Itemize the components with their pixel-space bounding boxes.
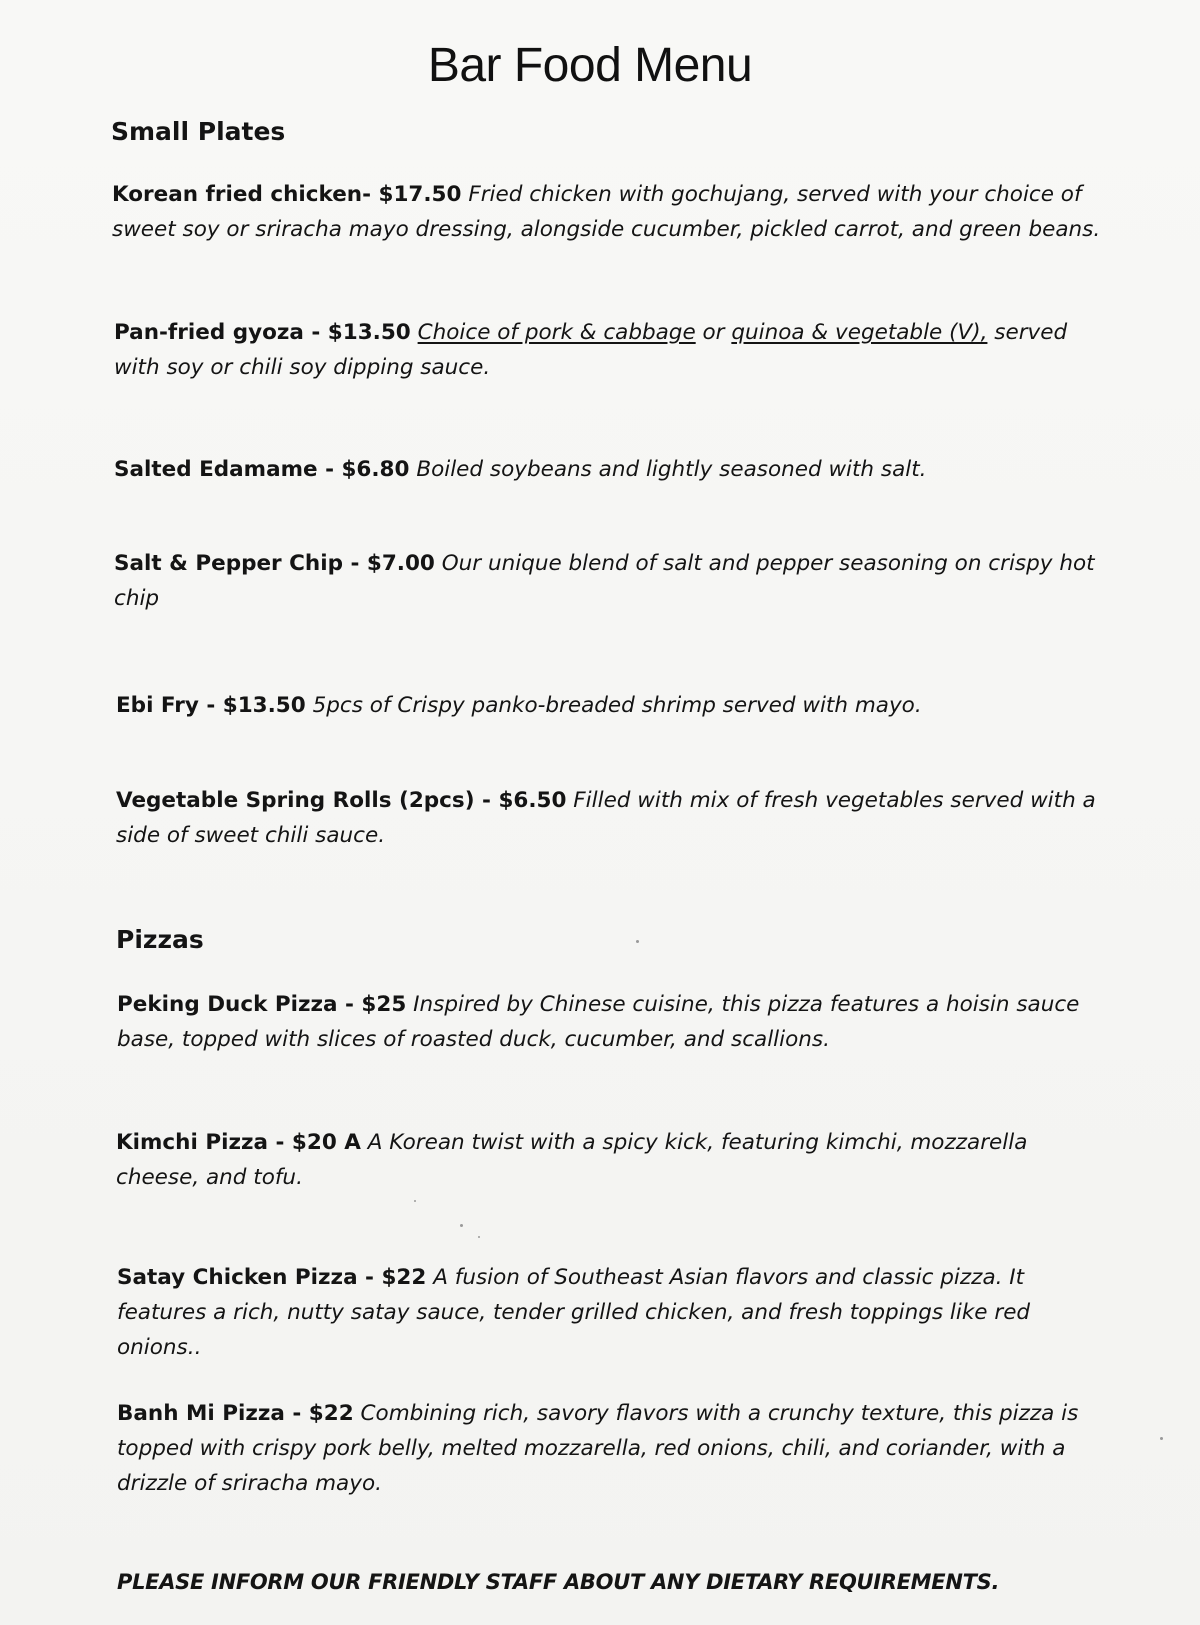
menu-item-peking-duck-pizza: [117, 987, 1112, 1057]
dietary-requirements-note: PLEASE INFORM OUR FRIENDLY STAFF ABOUT ANY DIETARY REQUIREMENTS.: [117, 1570, 1000, 1594]
menu-item-salt-pepper-chip: [114, 546, 1109, 616]
item-name-price: Peking Duck Pizza - $25: [117, 992, 407, 1017]
item-option-pork-cabbage: Choice of pork & cabbage: [417, 320, 696, 345]
item-name-price: Pan-fried gyoza - $13.50: [114, 320, 411, 345]
menu-item-pan-fried-gyoza: [114, 315, 1109, 385]
item-description: Filled with mix of fresh vegetables served with a side of sweet chili sauce.: [116, 788, 1096, 848]
paper-speck: [636, 940, 639, 943]
item-description: A fusion of Southeast Asian flavors and classic pizza. It features a rich, nutty satay sauce, tender grilled chicken, and fresh toppings like red onions..: [117, 1265, 1031, 1360]
paper-speck: [414, 1200, 416, 1202]
item-option-connector: or: [695, 320, 732, 345]
menu-item-kimchi-pizza: [116, 1125, 1111, 1195]
item-option-quinoa-vegetable: quinoa & vegetable (V),: [731, 320, 988, 345]
item-description: 5pcs of Crispy panko-breaded shrimp served with mayo.: [312, 693, 922, 718]
item-name-price: Banh Mi Pizza - $22: [117, 1401, 354, 1426]
item-description: Boiled soybeans and lightly seasoned with salt.: [416, 457, 927, 482]
paper-speck: [478, 1236, 480, 1238]
item-description: Combining rich, savory flavors with a crunchy texture, this pizza is topped with crispy pork belly, melted mozzarella, red onions, chili, and coriander, with a drizzle of sriracha mayo.: [117, 1401, 1079, 1496]
section-heading-pizzas: Pizzas: [116, 925, 204, 954]
item-description: A Korean twist with a spicy kick, featuring kimchi, mozzarella cheese, and tofu.: [116, 1130, 1028, 1190]
menu-item-salted-edamame: [114, 452, 1109, 487]
item-description: Our unique blend of salt and pepper seasoning on crispy hot chip: [114, 551, 1095, 611]
item-name-price: Kimchi Pizza - $20 A: [116, 1130, 361, 1155]
item-name-price: Salted Edamame - $6.80: [114, 457, 410, 482]
menu-item-satay-chicken-pizza: [117, 1260, 1112, 1365]
menu-item-vegetable-spring-rolls: [116, 783, 1111, 853]
item-description: Inspired by Chinese cuisine, this pizza features a hoisin sauce base, topped with slices of roasted duck, cucumber, and scallions.: [117, 992, 1080, 1052]
section-heading-small-plates: Small Plates: [111, 117, 286, 146]
item-name-price: Ebi Fry - $13.50: [116, 693, 306, 718]
menu-title: Bar Food Menu: [427, 39, 753, 92]
paper-speck: [460, 1224, 463, 1227]
menu-item-korean-fried-chicken: [112, 177, 1107, 247]
item-name-price: Satay Chicken Pizza - $22: [117, 1265, 427, 1290]
item-name-price: Salt & Pepper Chip - $7.00: [114, 551, 435, 576]
item-name-price: Vegetable Spring Rolls (2pcs) - $6.50: [116, 788, 567, 813]
item-description: served with soy or chili soy dipping sauce.: [114, 320, 1068, 380]
paper-speck: [1160, 1437, 1163, 1440]
menu-item-ebi-fry: [116, 688, 1111, 723]
menu-item-banh-mi-pizza: [117, 1396, 1112, 1501]
item-description: Fried chicken with gochujang, served with your choice of sweet soy or sriracha mayo dressing, alongside cucumber, pickled carrot, and green beans.: [112, 182, 1101, 242]
item-name-price: Korean fried chicken- $17.50: [112, 182, 462, 207]
